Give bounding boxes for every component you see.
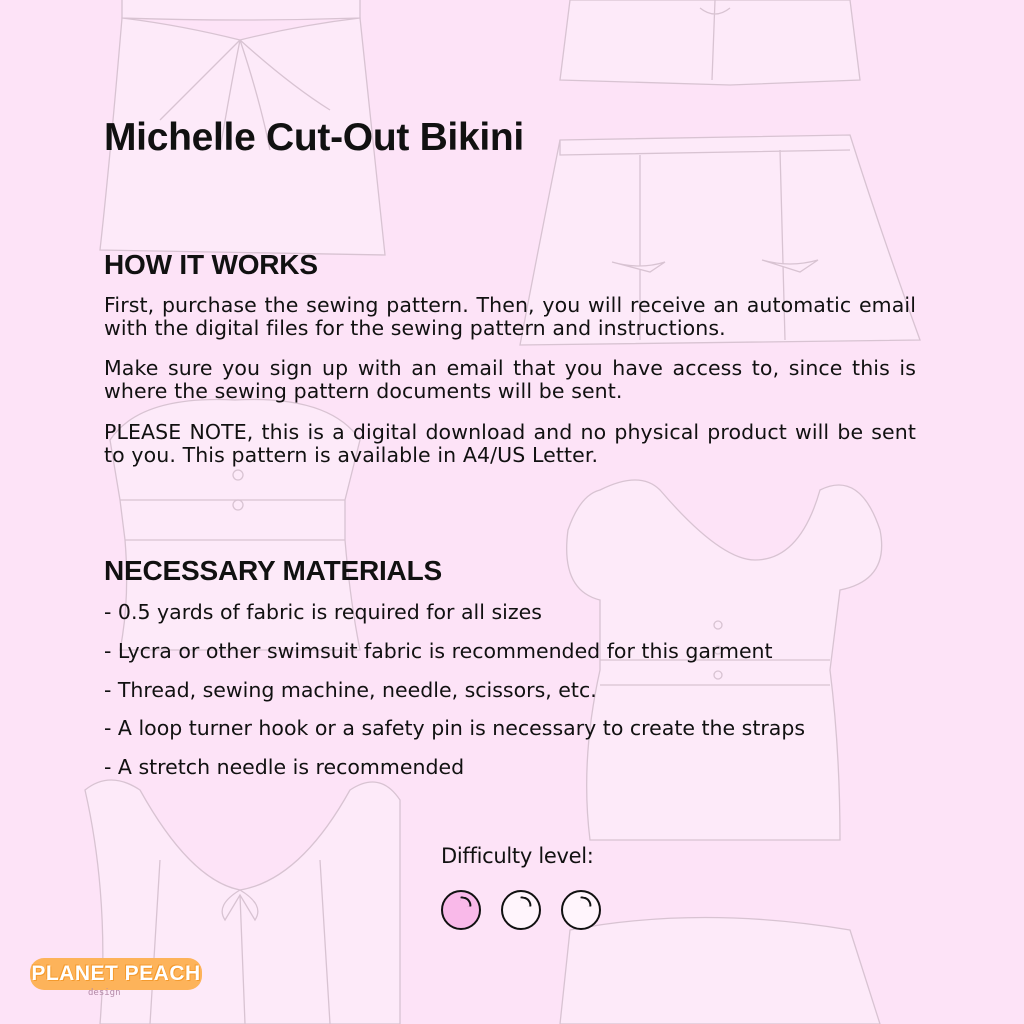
difficulty-label: Difficulty level: <box>441 844 594 868</box>
materials-list-item: - Thread, sewing machine, needle, scissors, etc. <box>104 678 597 702</box>
difficulty-dot <box>501 890 541 930</box>
how-it-works-paragraph: PLEASE NOTE, this is a digital download and no physical product will be sent to you. This pattern is available in A4/US Letter. <box>104 420 916 467</box>
difficulty-dot <box>561 890 601 930</box>
materials-list-item: - A stretch needle is recommended <box>104 755 465 779</box>
page-title: Michelle Cut-Out Bikini <box>104 116 524 159</box>
materials-list-item: - 0.5 yards of fabric is required for all sizes <box>104 600 542 624</box>
how-it-works-heading: HOW IT WORKS <box>104 249 318 280</box>
brand-logo <box>30 958 205 1003</box>
materials-heading: NECESSARY MATERIALS <box>104 555 442 586</box>
how-it-works-paragraph: Make sure you sign up with an email that you have access to, since this is where the sewing pattern documents will be sent. <box>104 356 916 403</box>
how-it-works-paragraph: First, purchase the sewing pattern. Then, you will receive an automatic email with the digital files for the sewing pattern and instructions. <box>104 293 916 340</box>
materials-list-item: - A loop turner hook or a safety pin is necessary to create the straps <box>104 716 806 740</box>
difficulty-dot <box>441 890 481 930</box>
logo-subtitle: design <box>88 988 121 998</box>
logo-wordmark: PLANET PEACH <box>30 958 202 990</box>
materials-list-item: - Lycra or other swimsuit fabric is recommended for this garment <box>104 639 773 663</box>
